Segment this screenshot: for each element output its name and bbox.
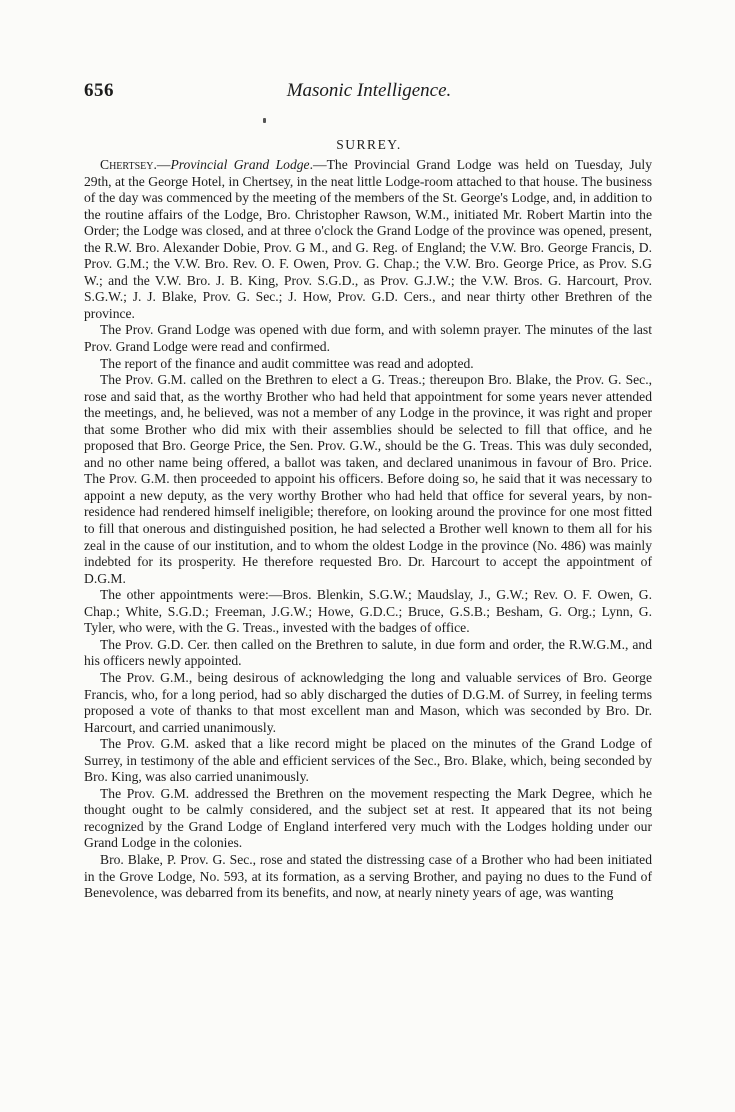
paragraph-9: The Prov. G.M. addressed the Brethren on the movement respecting the Mark Degree, which he thought ought to be calmly considered, and the subject set at rest. It appeared that its not being recognized by the Grand Lodge of England interfered very much with the Lodges holding under our Grand Lodge in the colonies.	[84, 785, 652, 851]
section-heading: SURREY.	[336, 137, 402, 152]
paragraph-2: The Prov. Grand Lodge was opened with due form, and with solemn prayer. The minutes of the last Prov. Grand Lodge were read and confirmed.	[84, 322, 652, 355]
lead-title: Provincial Grand Lodge	[170, 157, 310, 172]
lead-place: Chertsey	[100, 157, 154, 172]
lead-separator: .—	[153, 157, 171, 172]
print-speck	[263, 118, 266, 123]
lead-separator-2: .—	[309, 157, 327, 172]
page-header	[84, 80, 654, 106]
paragraph-8: The Prov. G.M. asked that a like record might be placed on the minutes of the Grand Lodge of Surrey, in testimony of the able and efficient services of the Sec., Bro. Blake, which, being seconded by Bro. King, was also carried unanimously.	[84, 736, 652, 785]
paragraph-4: The Prov. G.M. called on the Brethren to elect a G. Treas.; thereupon Bro. Blake, the Prov. G. Sec., rose and said that, as the worthy Brother who had held that appointment for some years never attended the meetings, and, he believed, was not a member of any Lodge in the province, it was right and proper that some Brother who did mix with their assemblies should be selected to fill that office, and he proposed that Bro. George Price, the Sen. Prov. G.W., should be the G. Treas. This was duly seconded, and no other name being offered, a ballot was taken, and declared unanimous in favour of Bro. Price. The Prov. G.M. then proceeded to appoint his officers. Before doing so, he said that it was necessary to appoint a new deputy, as the very worthy Brother who had held that office for several years, by non-residence had rendered himself ineligible; therefore, on looking around the province for one most fitted to fill that onerous and distinguished position, he had selected a Brother well known to them all for his zeal in the cause of our institution, and to whom the oldest Lodge in the province (No. 486) was mainly indebted for its prosperity. He therefore requested Bro. Dr. Harcourt to accept the appointment of D.G.M.	[84, 372, 652, 586]
page-number: 656	[84, 80, 114, 101]
paragraph-1	[84, 157, 652, 322]
paragraph-10: Bro. Blake, P. Prov. G. Sec., rose and stated the distressing case of a Brother who had been initiated in the Grove Lodge, No. 593, at its formation, as a serving Brother, and paying no dues to the Fund of Benevolence, was debarred from its benefits, and now, at nearly ninety years of age, was wanting	[84, 851, 652, 901]
paragraph-7: The Prov. G.M., being desirous of acknowledging the long and valuable services of Bro. George Francis, who, for a long period, had so ably discharged the duties of D.G.M. of Surrey, in feeling terms proposed a vote of thanks to that most excellent man and Mason, which was seconded by Bro. Dr. Harcourt, and carried unanimously.	[84, 669, 652, 735]
paragraph-text: The Provincial Grand Lodge was held on Tuesday, July 29th, at the George Hotel, in Chertsey, in the neat little Lodge-room attached to that house. The business of the day was commenced by the meeting of the members of the St. George's Lodge, and, in addition to the routine affairs of the Lodge, Bro. Christopher Rawson, W.M., initiated Mr. Robert Martin into the Order; the Lodge was closed, and at three o'clock the Grand Lodge of the province was opened, present, the R.W. Bro. Alexander Dobie, Prov. G M., and G. Reg. of England; the V.W. Bro. George Francis, D. Prov. G.M.; the V.W. Bro. Rev. O. F. Owen, Prov. G. Chap.; the V.W. Bro. George Price, as Prov. S.G W.; and the V.W. Bro. J. B. King, Prov. S.G.D., as Prov. G.J.W.; the V.W. Bros. G. Harcourt, Prov. S.G.W.; J. J. Blake, Prov. G. Sec.; J. How, Prov. G.D. Cers., and near thirty other Brethren of the province.	[84, 157, 652, 321]
article-body	[84, 157, 652, 902]
running-title: Masonic Intelligence.	[286, 80, 452, 101]
paragraph-3: The report of the finance and audit committee was read and adopted.	[100, 355, 474, 371]
paragraph-5: The other appointments were:—Bros. Blenkin, S.G.W.; Maudslay, J., G.W.; Rev. O. F. Owen, G. Chap.; White, S.G.D.; Freeman, J.G.W.; Howe, G.D.C.; Bruce, G.S.B.; Besham, G. Org.; Lynn, G. Tyler, who were, with the G. Treas., invested with the badges of office.	[84, 587, 652, 636]
paragraph-6: The Prov. G.D. Cer. then called on the Brethren to salute, in due form and order, the R.W.G.M., and his officers newly appointed.	[84, 636, 652, 669]
